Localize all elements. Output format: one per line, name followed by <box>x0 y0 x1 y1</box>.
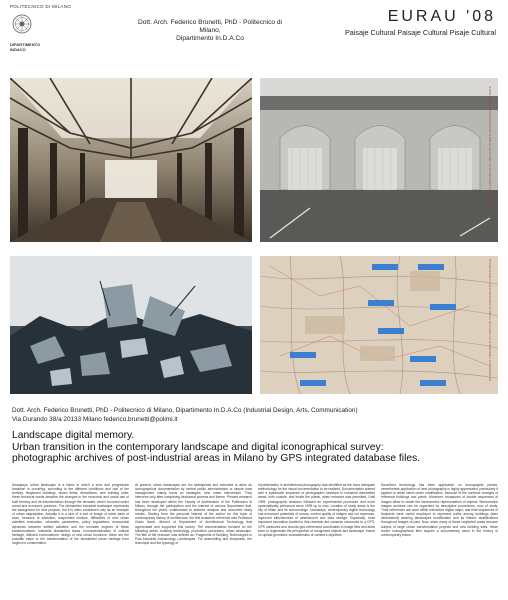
body-column-1: Nowadays, urban landscape is a fabric in which a slow and progressive transition is occurring, according to the different conditions and use of the territory. Neglected buildings, brown fields, demolitions, new building units: these technical words describe the changes in the economic and social use of built territory and its transformation through the decades, which occurred under social and economic pressure. The dismantled industrial landscape represents the background for new projects, but it is often considered only as an example of urban degradation. Actually it is a clue of a sort of image of some parts of town, because of infarction, suspended choices, difficulties of new urban activities evaluation, urbanistic parameters, policy regulations, economical dynamics between settled activities and the innovate engines of these transformations. Industrial dismantled areas, monumentalization of cultural heritage, diffused ecomuseums: design of new urban functions; these are the possible steps or the transformation of the dismantled urban heritage from neglect to conservation. <box>12 483 129 546</box>
paper-title <box>12 430 502 465</box>
body-column-4: Described technology has been application on iconographic planes, nevertheless application of land photography is highly appreciated, particularly if applied to urban fabric under modification, because of the continue changes of reference buildings and points. Moreover, recaptures of double sequences of images allow to obtain the stereometric representation of objects. Stereometric images archives can be organized by descriptive procedures, now of study. Their references are done within interactive digital maps, real time sequences of footprints were useful employed to represent paths among buildings (later demolished) wearing landscapes modification and its historic stratifications throughout images of past. Now, when many of these neglected areas become subject of large urban transformation projects and new building sites, these recent iconographical files acquire a documentary value in the history of contemporary towns. <box>381 483 498 537</box>
gps-map-image <box>260 256 498 394</box>
department-line-1: DIPARTIMENTO <box>10 42 41 47</box>
photo-gps-map <box>260 256 498 394</box>
conference-title: EURAU '08 <box>387 8 496 25</box>
photo-industrial-hall-image <box>10 78 252 242</box>
author-address: Via Durando 38/a 20133 Milano federico.brunetti@polimi.it <box>12 416 178 423</box>
photo-demolition-rubble <box>10 256 252 394</box>
politecnico-logo-icon <box>12 14 32 34</box>
photo-demolition-rubble-image <box>10 256 252 394</box>
author-header-line-1: Dott. Arch. Federico Brunetti, PhD - Politecnico di Milano, <box>137 19 283 34</box>
author-header-line-2: Dipartimento In.D.A.Co <box>176 35 244 42</box>
photo-industrial-hall <box>10 78 252 242</box>
author-block <box>12 406 502 424</box>
paper-title-line-3: photographic archives of post-industrial areas in Milano by GPS integrated database files. <box>12 453 421 465</box>
author-header <box>130 19 290 43</box>
body-text-columns <box>12 483 498 595</box>
photo-concrete-arcade <box>260 78 498 242</box>
photo-concrete-arcade-image <box>260 78 498 242</box>
paper-title-line-1: Landscape digital memory. <box>12 430 135 441</box>
paper-title-line-2: Urban transition in the contemporary landscape and digital iconographical survey: <box>12 441 384 453</box>
department-label <box>10 42 40 52</box>
department-line-2: INDACO <box>10 47 26 52</box>
photo-caption-right-top: FOTOGRAFIA ORIGINALE DI ARCHITETTURA E ARCHEOLOGIA INDUSTRIALE <box>488 85 492 208</box>
conference-subtitle: Paisaje Cultural Paisaje Cultural Pisaje Cultural <box>344 28 496 37</box>
body-column-3: representation in architectural photography was identified as the more adequate methodology for the visual documentation to be realized. Documentation started with a systematic sequence of photographic sessions in industrial dismantled areas, both outside, and inside the plants, when entrance was permitted. Until 1995, photographic sessions followed an experimental procedure and more systematically performed since 1995 up to now. Location of study areas is the city of Milan and its surroundings. Nowadays, contemporary digital technology has enhanced potentials of survey, control quality of images and cut expenses, improved effectiveness of assessment and data storage. Especially, most important innovation located in this research are cameras connected to a GPS. GPS measures and records geo-referenced coordinates in image files and allow even to regenerate the perspective of recognized objects and landscape, based on optical-geometric characteristics of camera's objective. <box>258 483 375 537</box>
university-header: POLITECNICO DI MILANO <box>10 4 72 9</box>
photo-caption-right-bottom: FOTOGRAFIA ORIGINALE DI ARCHITETTURA E ARCHEOLOGIA INDUSTRIALE <box>488 258 492 381</box>
body-column-2: At present, urban landscapes are too widespread and extended to allow an iconographical documentation by central public administration or simple local management mainly focus on strategies, new urban intervention. They intervene only after completing decisional process and theme. Present research has been developed within the Faculty of Architecture of the Politecnico di Milano, through the participation and the interest of various Department that, throughout the years, collaborated to address analysis and document study results. Starting from the personal interest of the author for this topic of contemporary history of architecture, the first academic reference was Professor Guido Nardi, director of Department of Architectural Technology that appreciated and supported this survey. The documentation focused on the following areas: building technology, production processes, urban landscape. The title of the research was defined as: Fragments of Building Technologies in Post-Industrial Archaeology Landscapes. For assembling and sharpness, the technique and the typology of <box>135 483 252 546</box>
author-affiliation: Dott. Arch. Federico Brunetti, PhD - Politecnico di Milano, Dipartimento In.D.A.Co (Industrial Design, Arts, Communication) <box>12 407 358 414</box>
